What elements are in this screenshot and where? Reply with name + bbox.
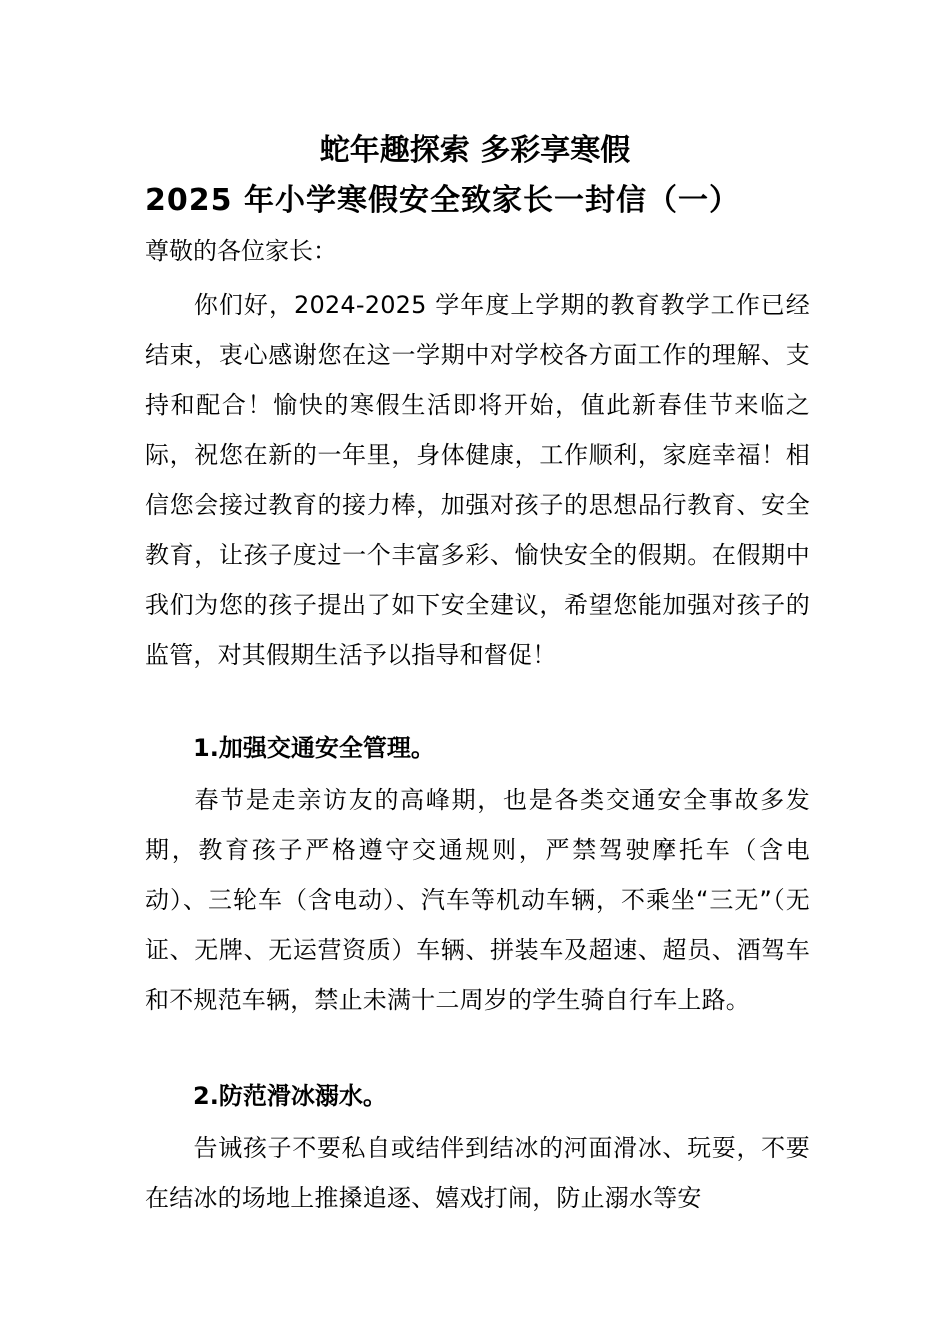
section-heading-ice: 2.防范滑冰溺水。 (193, 1082, 387, 1110)
document-title: 蛇年趣探索 多彩享寒假 (319, 133, 631, 168)
section-heading-traffic: 1.加强交通安全管理。 (193, 734, 435, 762)
paragraph-traffic (145, 775, 810, 1025)
paragraph-ice-text: 告诫孩子不要私自或结伴到结冰的河面滑冰、玩耍，不要在结冰的场地上推搡追逐、嬉戏打闹，防止溺水等安 (145, 1134, 810, 1212)
paragraph-intro (145, 280, 810, 680)
paragraph-traffic-text: 春节是走亲访友的高峰期，也是各类交通安全事故多发期，教育孩子严格遵守交通规则，严禁驾驶摩托车（含电动）、三轮车（含电动）、汽车等机动车辆，不乘坐“三无”（无证、无牌、无运营资质）车辆、拼装车及超速、超员、酒驾车和不规范车辆，禁止未满十二周岁的学生骑自行车上路。 (145, 786, 810, 1014)
document-subtitle: 2025 年小学寒假安全致家长一封信（一） (145, 183, 740, 218)
greeting: 尊敬的各位家长： (145, 237, 337, 265)
paragraph-ice (145, 1123, 810, 1223)
paragraph-intro-text: 你们好，2024-2025 学年度上学期的教育教学工作已经结束，衷心感谢您在这一学期中对学校各方面工作的理解、支持和配合！愉快的寒假生活即将开始，值此新春佳节来临之际，祝您在新的一年里，身体健康，工作顺利，家庭幸福！相信您会接过教育的接力棒，加强对孩子的思想品行教育、安全教育，让孩子度过一个丰富多彩、愉快安全的假期。在假期中我们为您的孩子提出了如下安全建议，希望您能加强对孩子的监管，对其假期生活予以指导和督促！ (145, 291, 810, 669)
